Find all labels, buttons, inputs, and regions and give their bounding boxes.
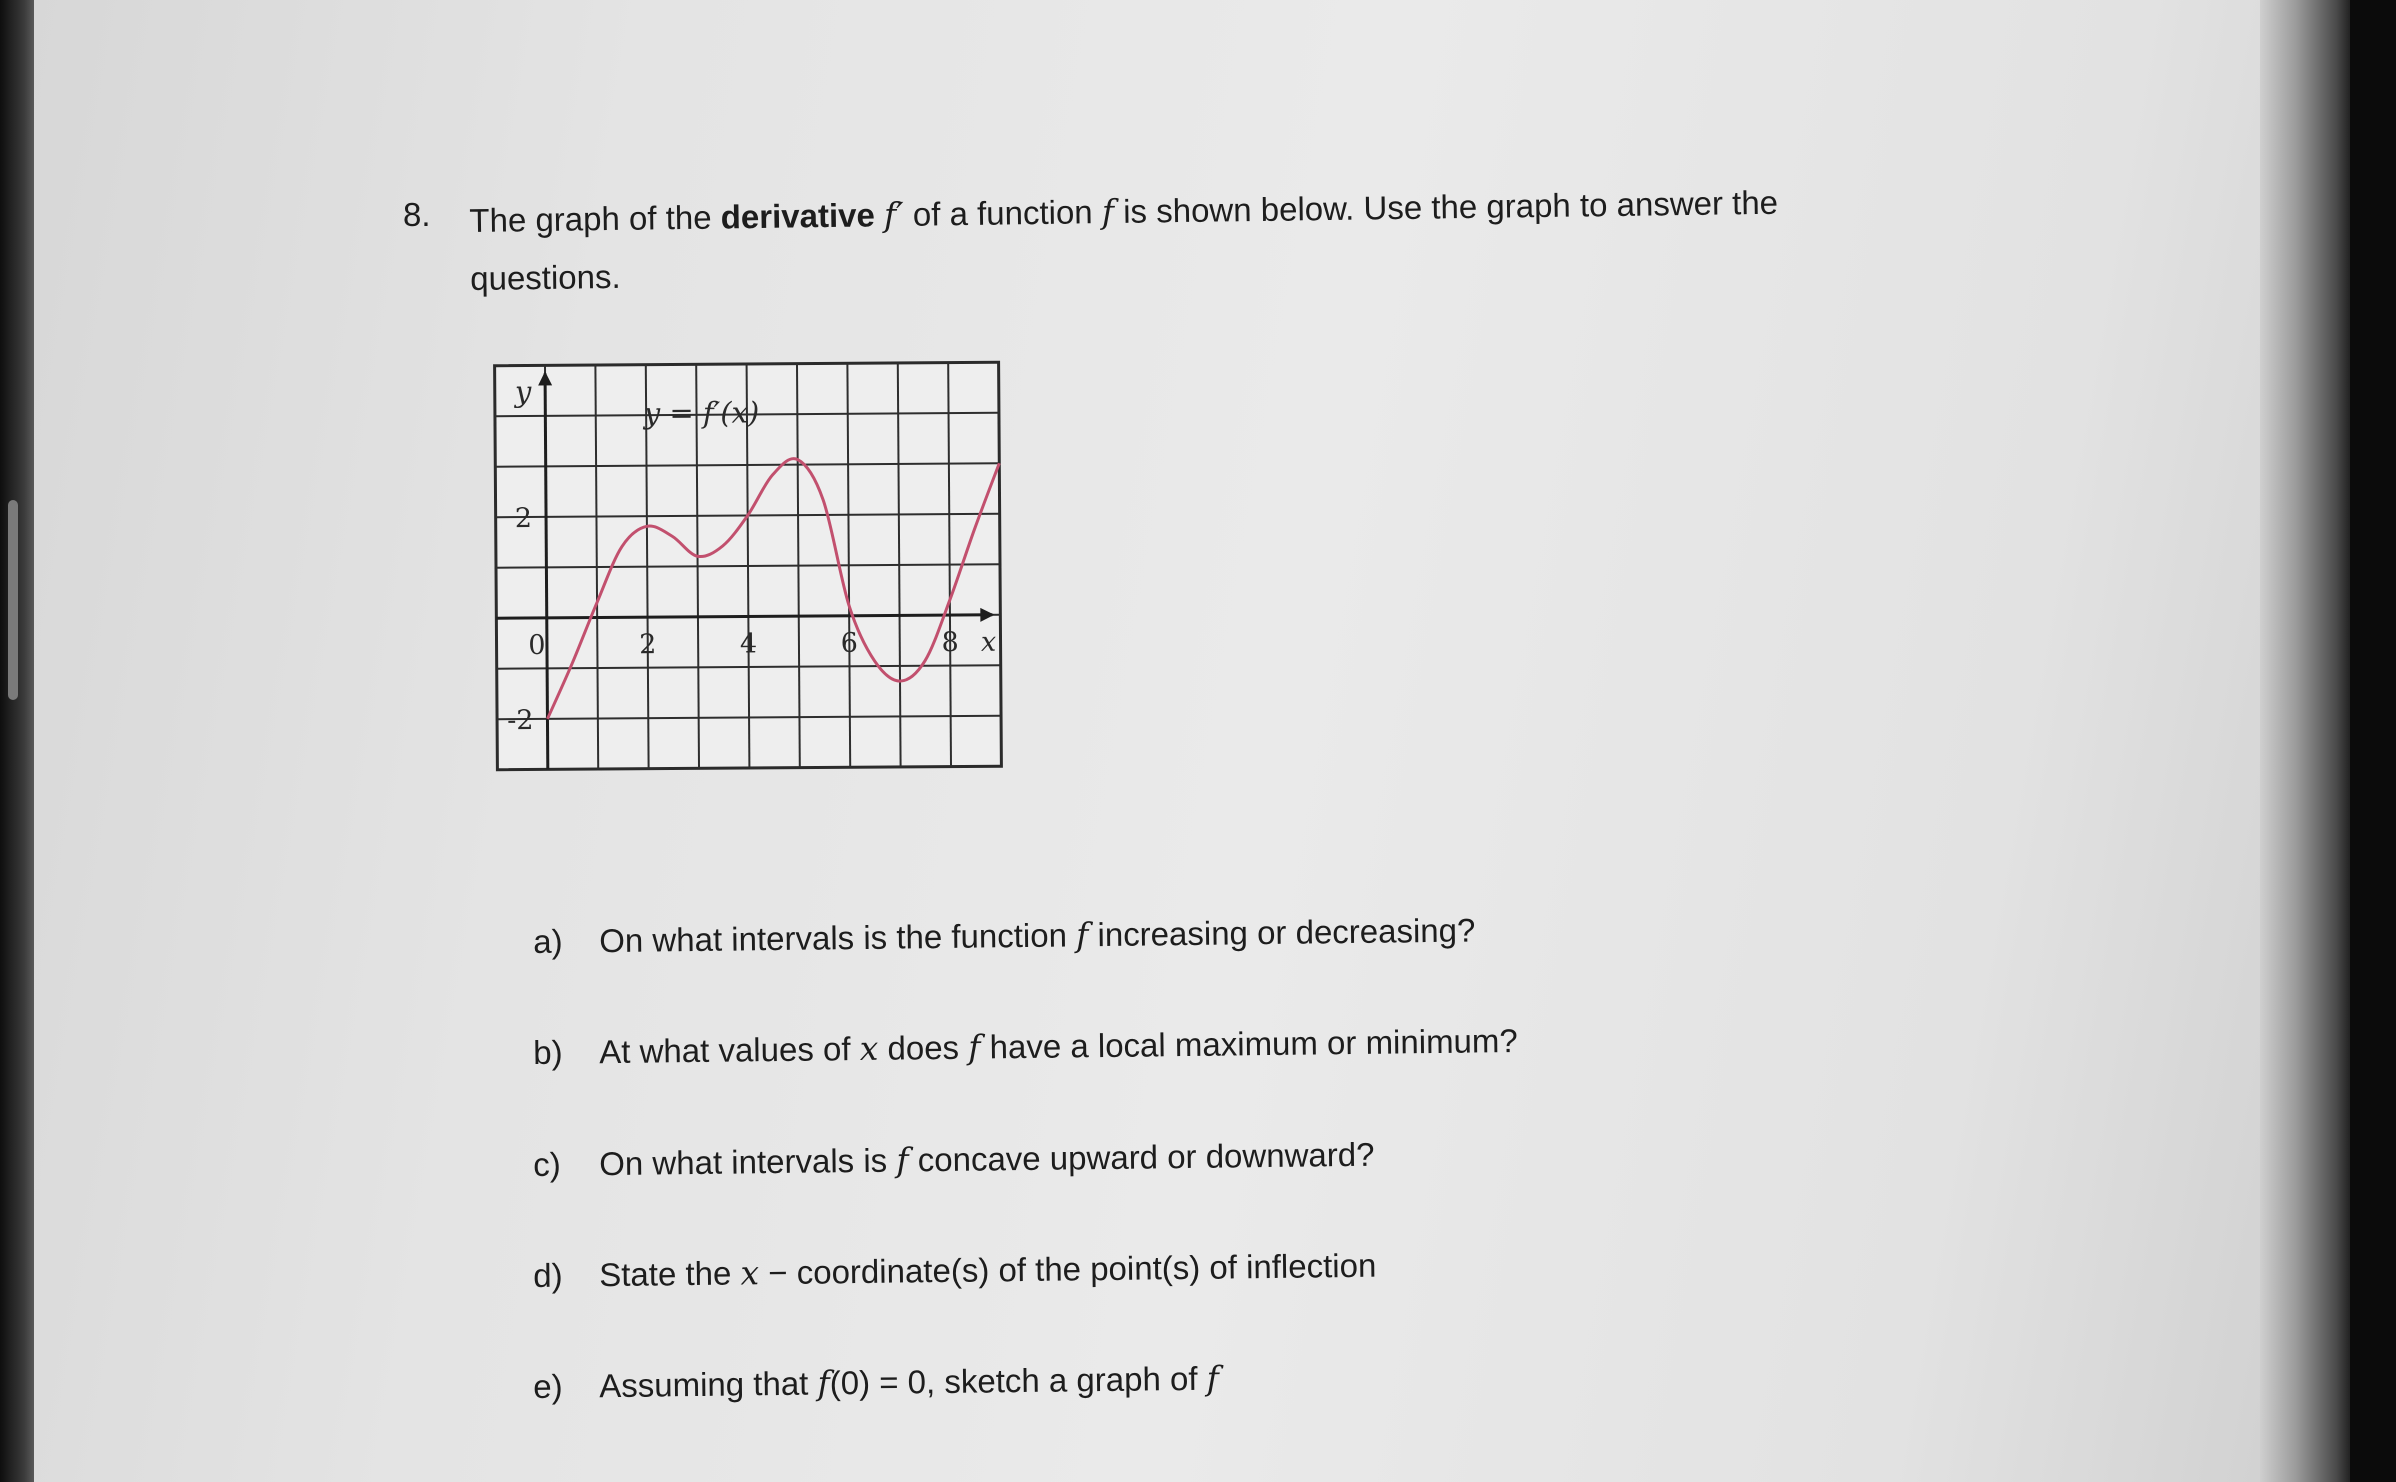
subquestion-label: b) (533, 1033, 563, 1071)
derivative-graph (491, 358, 1006, 774)
x-tick-label: 4 (739, 628, 758, 660)
page-right-edge (2260, 0, 2350, 1482)
subquestion-text-end: , sketch a graph of (925, 1359, 1207, 1401)
symbol-f: f (967, 1027, 981, 1067)
subquestion-text-end: − coordinate(s) of the point(s) of inflection (758, 1246, 1377, 1292)
subquestion-text: On what intervals is (599, 1141, 897, 1183)
y-tick-label: -2 (507, 705, 534, 737)
x-tick-label: 8 (941, 627, 959, 659)
subquestion-text-mid: does (878, 1028, 969, 1067)
derivative-graph-svg (491, 358, 1006, 774)
symbol-f: f (1075, 915, 1089, 955)
subquestion-text-end: have a local maximum or minimum? (980, 1021, 1518, 1066)
question-text-start: The graph of the (469, 198, 721, 239)
y-axis-label: y (514, 374, 532, 409)
tablet-left-bezel (0, 0, 34, 1482)
subquestion-text-end: increasing or decreasing? (1088, 911, 1476, 954)
subquestion-label: d) (533, 1256, 563, 1294)
x-tick-label: 2 (639, 629, 657, 661)
symbol-f: f (1101, 191, 1115, 232)
x-tick-label: 6 (840, 627, 859, 659)
symbol-x: x (859, 1028, 879, 1069)
subquestion-text: On what intervals is the function (599, 916, 1077, 960)
subquestion-label: c) (533, 1145, 561, 1183)
y-tick-label: 2 (514, 503, 533, 535)
subquestion-text-mid: (0) = 0 (829, 1363, 927, 1402)
x-axis-label: x (980, 626, 997, 658)
tablet-right-bezel (2350, 0, 2396, 1482)
question-text (469, 172, 1930, 308)
question-text-middle: of a function (903, 193, 1103, 233)
x-tick-label: 0 (528, 629, 546, 662)
subquestion-text: Assuming that (599, 1364, 818, 1405)
subquestion-text: At what values of (599, 1030, 860, 1071)
subquestion-text-end: concave upward or downward? (908, 1135, 1375, 1179)
question-text-end: is shown below. Use the graph to answer the questions. (469, 183, 1779, 297)
subquestion-text: State the (599, 1254, 741, 1294)
symbol-f: f (896, 1140, 909, 1180)
subquestion-label: a) (533, 922, 563, 960)
question-bold-word: derivative (720, 196, 876, 236)
question-number: 8. (403, 196, 431, 233)
symbol-f: f (1206, 1358, 1220, 1398)
chart-title: y = f′(x) (643, 395, 760, 431)
symbol-x: x (740, 1253, 760, 1293)
subquestion-label: e) (533, 1367, 563, 1405)
symbol-f-prime: f′ (883, 194, 904, 235)
bezel-hinge (8, 500, 18, 700)
symbol-f: f (817, 1363, 830, 1403)
